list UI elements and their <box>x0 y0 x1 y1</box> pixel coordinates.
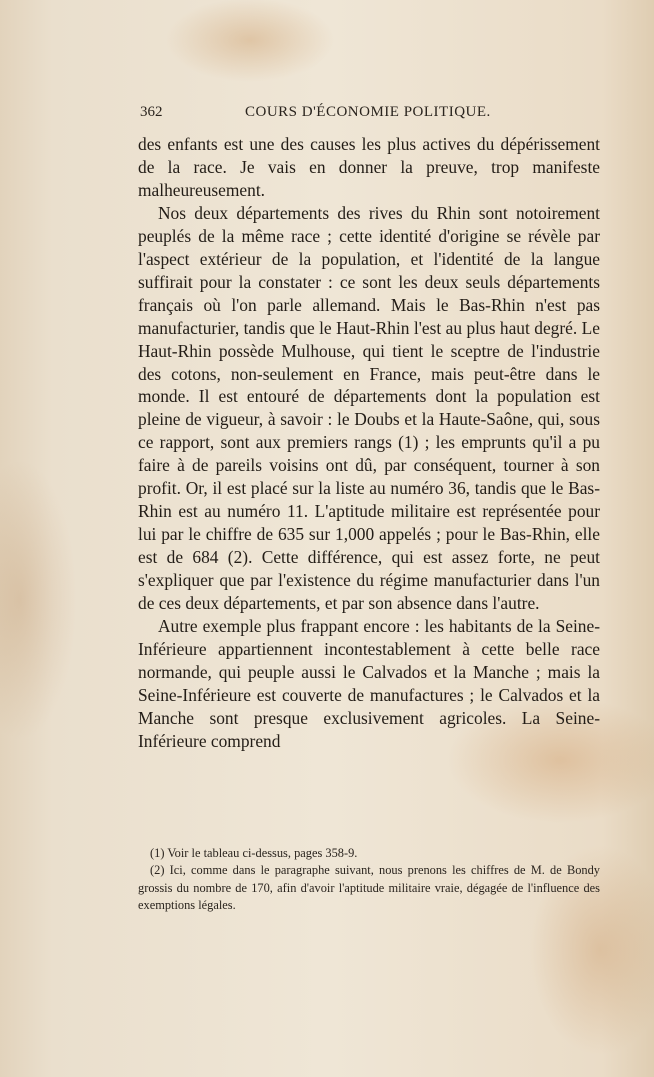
page-number: 362 <box>140 104 163 120</box>
page-header <box>140 104 600 128</box>
body-text <box>138 133 600 753</box>
paragraph-2: Nos deux départements des rives du Rhin sont notoirement peuplés de la même race ; cette identité d'origine se révèle par l'aspect extérieur de la population, et l'identité de la langue suffirait pour la constater : ce sont les deux seuls départements français où l'on parle allemand. Mais le Bas-Rhin n'est pas manufacturier, tandis que le Haut-Rhin l'est au plus haut degré. Le Haut-Rhin possède Mulhouse, qui tient le sceptre de l'industrie des cotons, non-seulement en France, mais peut-être dans le monde. Il est entouré de départements dont la population est pleine de vigueur, à savoir : le Doubs et la Haute-Saône, qui, sous ce rapport, sont aux premiers rangs (1) ; les emprunts qu'il a pu faire à de pareils voisins ont dû, par conséquent, tourner à son profit. Or, il est placé sur la liste au numéro 36, tandis que le Bas-Rhin est au numéro 11. L'aptitude militaire est représentée pour lui par le chiffre de 635 sur 1,000 appelés ; pour le Bas-Rhin, elle est de 684 (2). Cette différence, qui est assez forte, ne peut s'expliquer que par l'existence du régime manufacturier dans l'un de ces deux départements, et par son absence dans l'autre. <box>138 202 600 614</box>
footnote-2: (2) Ici, comme dans le paragraphe suivant, nous prenons les chiffres de M. de Bondy grossis du nombre de 170, afin d'avoir l'aptitude militaire vraie, dégagée de l'influence des exemptions légales. <box>138 863 600 913</box>
paragraph-3: Autre exemple plus frappant encore : les habitants de la Seine-Inférieure appartiennent incontestablement à cette belle race normande, qui peuple aussi le Calvados et la Manche ; mais la Seine-Inférieure est couverte de manufactures ; le Calvados et la Manche sont presque exclusivement agricoles. La Seine-Inférieure comprend <box>138 616 600 751</box>
paragraph-1: des enfants est une des causes les plus actives du dépérissement de la race. Je vais en donner la preuve, trop manifeste malheureusement. <box>138 134 600 200</box>
footnotes <box>138 845 600 915</box>
running-title: COURS D'ÉCONOMIE POLITIQUE. <box>245 104 491 120</box>
footnote-1: (1) Voir le tableau ci-dessus, pages 358-9. <box>150 846 358 860</box>
